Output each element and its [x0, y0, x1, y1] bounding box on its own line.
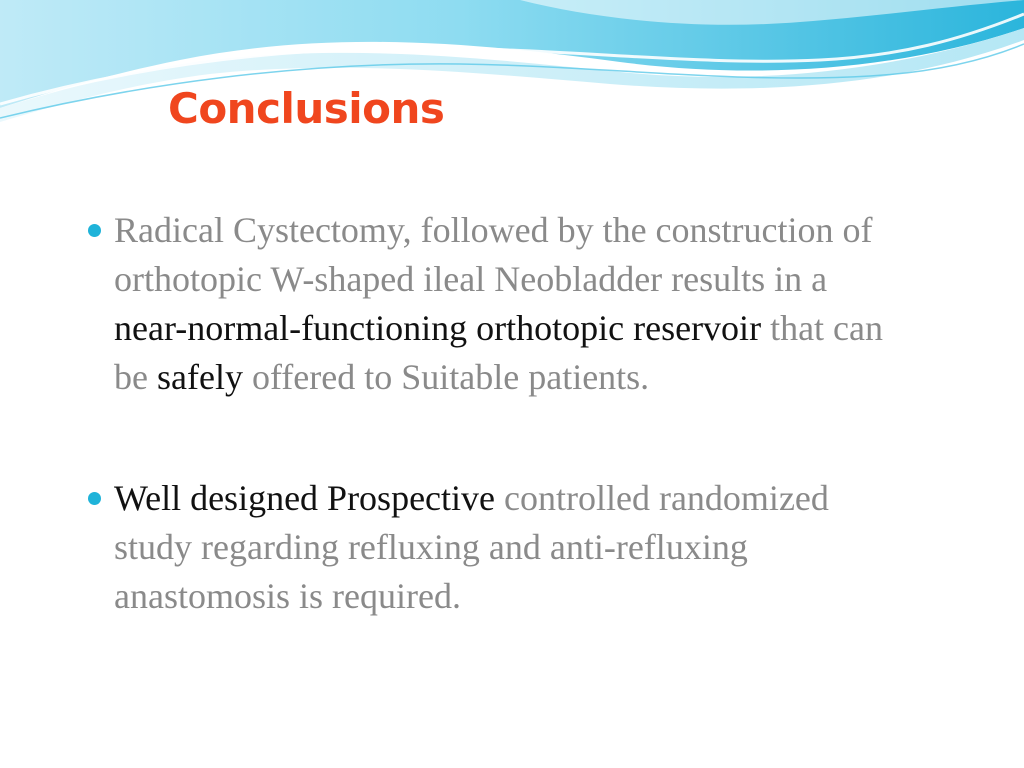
bullet-text-2 [114, 478, 829, 616]
slide-title: Conclusions [168, 84, 445, 133]
bullet-text-1 [114, 210, 883, 397]
emphasized-text-segment: safely [156, 357, 243, 397]
emphasized-text-segment: Well designed Prospective [114, 478, 496, 518]
text-segment: controlled randomized study regarding refluxing and anti-refluxing anastomosis is required. [114, 478, 829, 616]
bullet-icon [88, 224, 101, 237]
bullet-list [84, 206, 904, 621]
text-segment: that can be [114, 308, 884, 397]
text-segment: Radical Cystectomy, followed by the construction of orthotopic W-shaped ileal Neobladder results in a [114, 210, 873, 299]
emphasized-text-segment: near-normal-functioning orthotopic reservoir [114, 308, 762, 348]
text-segment: offered to Suitable patients. [242, 357, 650, 397]
header-wave-decoration [0, 0, 1024, 140]
bullet-icon [88, 492, 101, 505]
bullet-item-1 [84, 206, 904, 402]
bullet-item-2 [84, 474, 904, 621]
